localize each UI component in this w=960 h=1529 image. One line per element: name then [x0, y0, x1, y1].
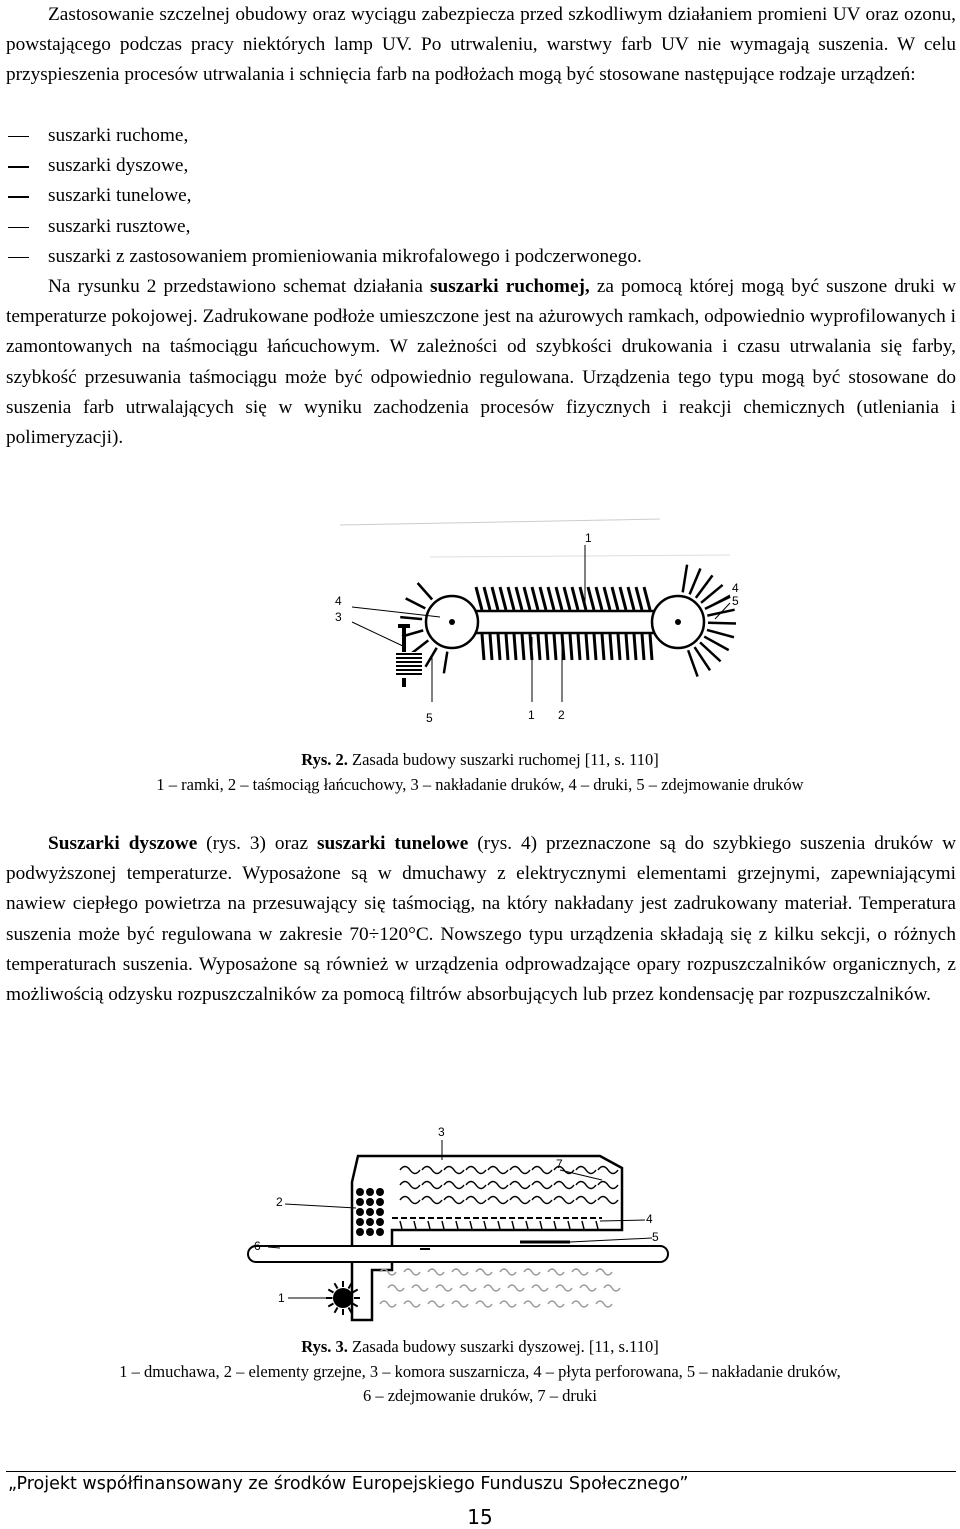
- mobile-dryer-diagram: [310, 497, 760, 737]
- label-4-left: 4: [335, 594, 342, 608]
- list-item: suszarki dyszowe,: [6, 151, 956, 181]
- print-stack: [396, 652, 422, 678]
- figure-3-caption: Rys. 3. Zasada budowy suszarki dyszowej. [11, s.110]: [301, 1337, 659, 1356]
- label-7: 7: [556, 1157, 563, 1171]
- paragraph-mobile-dryer: Na rysunku 2 przedstawiono schemat działania suszarki ruchomej, za pomocą której mogą być suszone druki w temperaturze pokojowej. Zadrukowane podłoże umieszczone jest na ażurowych ramkach, odpowiednio wyprofilowanych i zamontowanych na taśmociągu łańcuchowym. W zależności od szybkości drukowania i czasu utrwalania się farby, szybkość przesuwania taśmociągu może być odpowiednio regulowana. Urządzenia tego typu mogą być stosowane do suszenia farb utrwalających się w wyniku zachodzenia procesów fizycznych i reakcji chemicznych (utleniania i polimeryzacji).: [6, 276, 956, 449]
- label-4: 4: [646, 1212, 653, 1226]
- term-nozzle-dryer: Suszarki dyszowe: [48, 833, 198, 854]
- figure-2-legend: 1 – ramki, 2 – taśmociąg łańcuchowy, 3 – nakładanie druków, 4 – druki, 5 – zdejmowanie druków: [156, 775, 804, 794]
- label-5-right: 5: [732, 594, 739, 608]
- label-5: 5: [652, 1230, 659, 1244]
- figure-3-legend-line-2: 6 – zdejmowanie druków, 7 – druki: [362, 1386, 597, 1405]
- list-item: suszarki rusztowe,: [6, 212, 956, 242]
- label-1-bottom: 1: [528, 708, 535, 722]
- label-4-right: 4: [732, 581, 739, 595]
- page-number: 15: [467, 1505, 493, 1529]
- figure-2-caption: Rys. 2. Zasada budowy suszarki ruchomej [11, s. 110]: [301, 750, 659, 769]
- label-6: 6: [254, 1239, 261, 1253]
- term-tunnel-dryer: suszarki tunelowe: [316, 833, 469, 854]
- figure-3-legend-line-1: 1 – dmuchawa, 2 – elementy grzejne, 3 – komora suszarnicza, 4 – płyta perforowana, 5 – nakładanie druków,: [119, 1362, 841, 1381]
- heating-elements: [356, 1188, 384, 1236]
- label-2-bottom: 2: [558, 708, 565, 722]
- label-3-left: 3: [335, 610, 342, 624]
- footer-project-note: „Projekt współfinansowany ze środków Europejskiego Funduszu Społecznego”: [8, 1474, 689, 1494]
- list-item: suszarki tunelowe,: [6, 181, 956, 211]
- label-1: 1: [278, 1291, 285, 1305]
- label-3: 3: [438, 1125, 445, 1139]
- list-item: suszarki ruchome,: [6, 121, 956, 151]
- paragraph-nozzle-dryer: Suszarki dyszowe (rys. 3) oraz suszarki tunelowe (rys. 4) przeznaczone są do szybkiego suszenia druków w podwyższonej temperaturze. Wyposażone są w dmuchawy z elektrycznymi elementami grzejnymi, zapewniającymi nawiew ciepłego powietrza na przesuwający się taśmociąg, na który nakładany jest zadrukowany materiał. Temperatura suszenia może być regulowana w zakresie 70÷120°C. Nowszego typu urządzenia składają się z kilku sekcji, o różnych temperaturach suszenia. Wyposażone są również w urządzenia odprowadzające opary rozpuszczalników organicznych, z możliwością odzysku rozpuszczalników za pomocą filtrów absorbujących lub przez kondensację par rozpuszczalników.: [6, 833, 956, 1006]
- paragraph-uv-protection: Zastosowanie szczelnej obudowy oraz wyciągu zabezpiecza przed szkodliwym działaniem promieni UV oraz ozonu, powstającego podczas pracy niektórych lamp UV. Po utrwaleniu, warstwy farb UV nie wymagają suszenia. W celu przyspieszenia procesów utrwalania i schnięcia farb na podłożach mogą być stosowane następujące rodzaje urządzeń:: [6, 4, 956, 86]
- label-5-bottom: 5: [426, 711, 433, 725]
- nozzle-dryer-diagram: [240, 1120, 680, 1325]
- label-2: 2: [276, 1195, 283, 1209]
- term-mobile-dryer: suszarki ruchomej,: [430, 276, 590, 297]
- conveyor-belt: [248, 1246, 668, 1262]
- list-item: suszarki z zastosowaniem promieniowania mikrofalowego i podczerwonego.: [6, 242, 956, 272]
- label-1-top: 1: [585, 531, 592, 545]
- footer-rule: [6, 1471, 956, 1472]
- dryer-types-list: [6, 121, 956, 272]
